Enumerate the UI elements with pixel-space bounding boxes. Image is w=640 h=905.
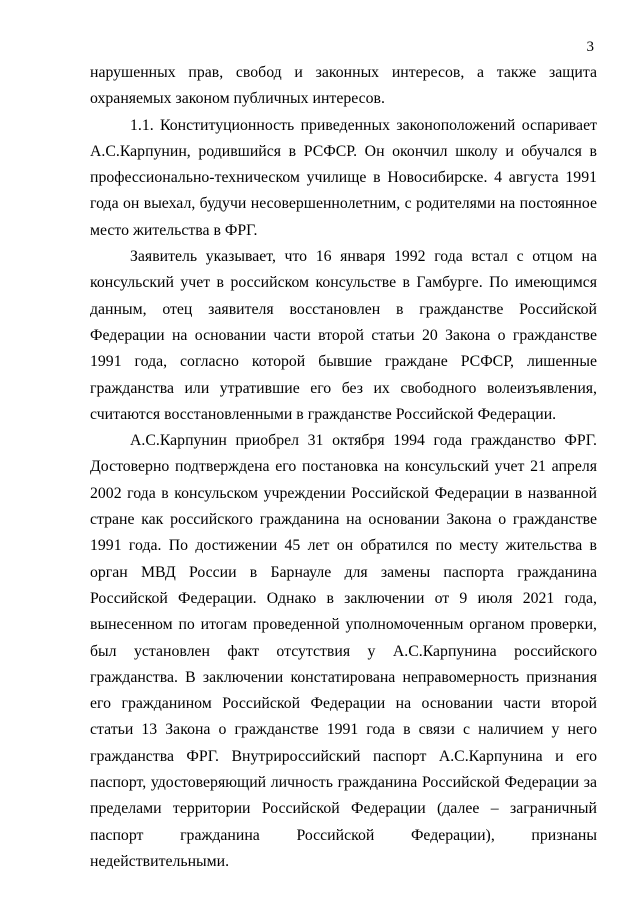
- paragraph-citizenship-history: А.С.Карпунин приобрел 31 октября 1994 года гражданство ФРГ. Достоверно подтверждена его постановка на консульский учет 21 апреля 2002 года в консульском учреждении Российской Федерации в названной стране как российского гражданина на основании Закона о гражданстве 1991 года. По достижении 45 лет он обратился по месту жительства в орган МВД России в Барнауле для замены паспорта гражданина Российской Федерации. Однако в заключении от 9 июля 2021 года, вынесенном по итогам проведенной уполномоченным органом проверки, был установлен факт отсутствия у А.С.Карпунина российского гражданства. В заключении констатирована неправомерность признания его гражданином Российской Федерации на основании части второй статьи 13 Закона о гражданстве 1991 года в связи с наличием у него гражданства ФРГ. Внутрироссийский паспорт А.С.Карпунина и его паспорт, удостоверяющий личность гражданина Российской Федерации за пределами территории Российской Федерации (далее – заграничный паспорт гражданина Российской Федерации), признаны недействительными.: [90, 432, 597, 870]
- paragraph-applicant-claims: Заявитель указывает, что 16 января 1992 года встал с отцом на консульский учет в российском консульстве в Гамбурге. По имеющимся данным, отец заявителя восстановлен в гражданстве Российской Федерации на основании части второй статьи 20 Закона о гражданстве 1991 года, согласно которой бывшие граждане РСФСР, лишенные гражданства или утратившие его без их свободного волеизъявления, считаются восстановленными в гражданстве Российской Федерации.: [90, 248, 597, 423]
- paragraph-1-1-intro: 1.1. Конституционность приведенных законоположений оспаривает А.С.Карпунин, родившийся в РСФСР. Он окончил школу и обучался в профессионально-техническом училище в Новосибирске. 4 августа 1991 года он выехал, будучи несовершеннолетним, с родителями на постоянное место жительства в ФРГ.: [90, 116, 597, 239]
- paragraph-continuation: нарушенных прав, свобод и законных интересов, а также защита охраняемых законом публичных интересов.: [90, 64, 597, 108]
- page-number: 3: [586, 39, 594, 55]
- document-body: [90, 60, 597, 875]
